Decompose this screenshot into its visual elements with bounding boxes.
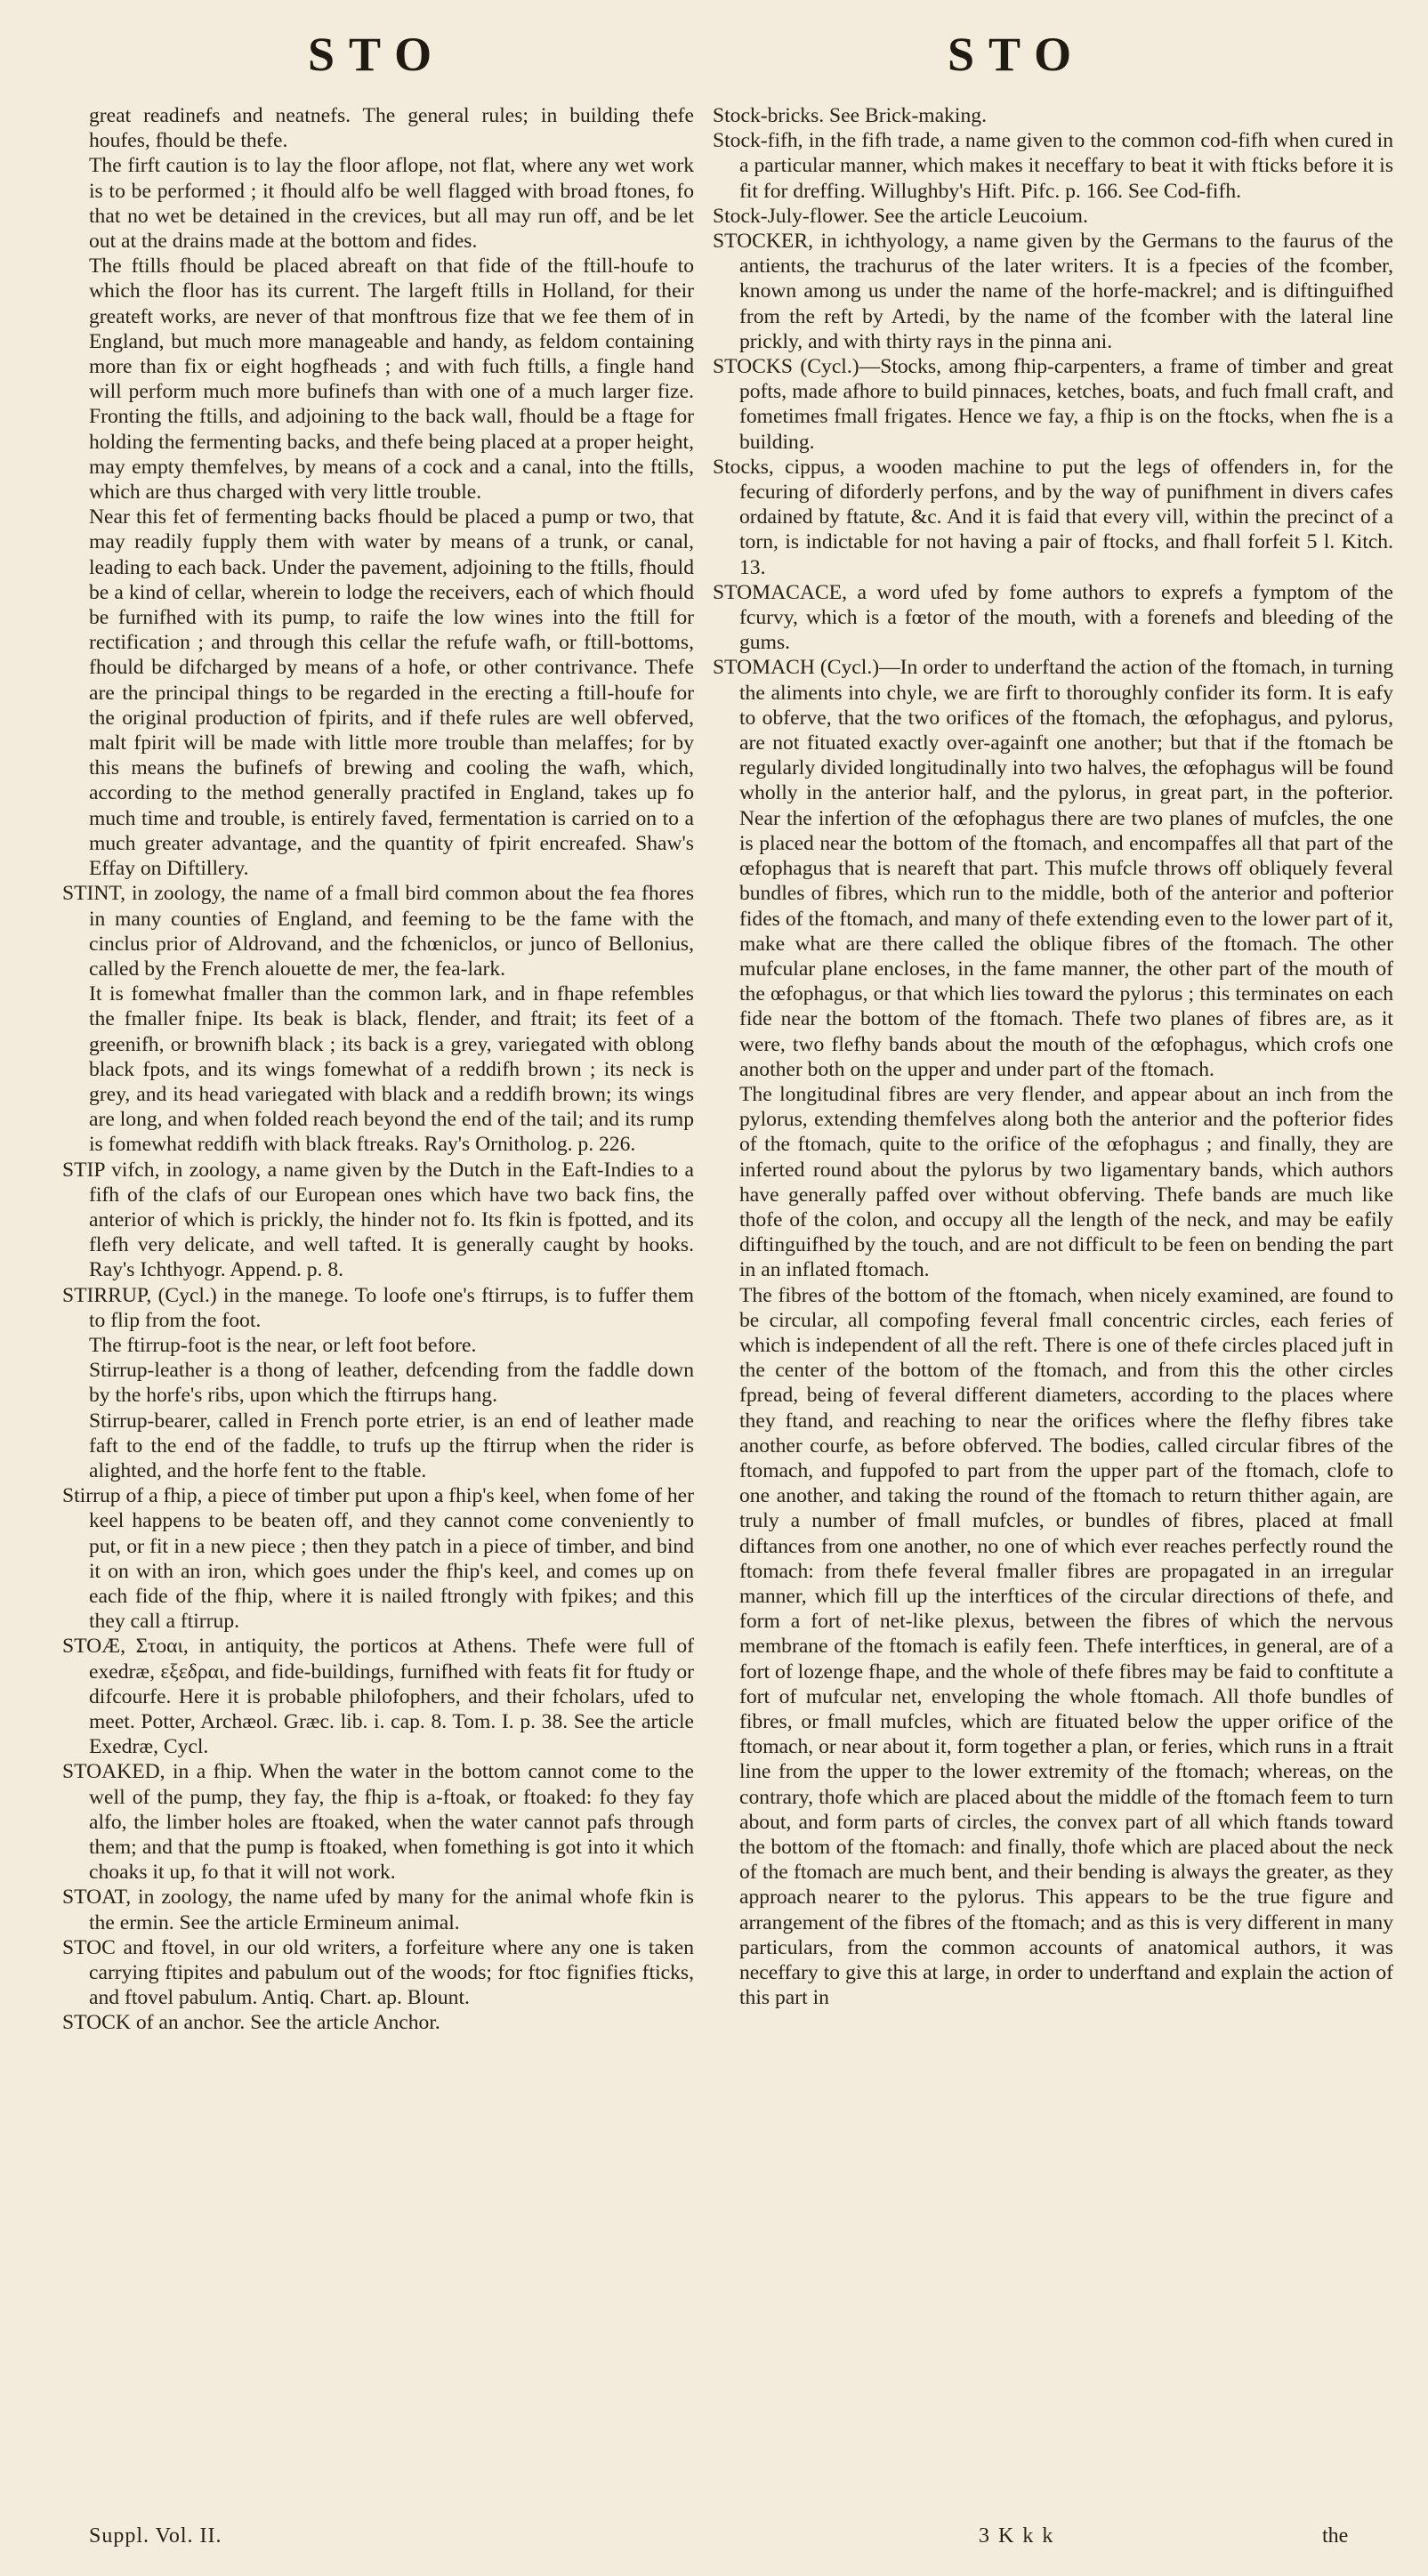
entry-paragraph: The firft caution is to lay the floor aflope, not flat, where any wet work is to be performed ; it fhould alfo be well flagged with broad ftones, fo that no wet be detained in the crevices, but all may run off, and be let out at the drains made at the bottom and fides.	[89, 154, 694, 254]
entry-paragraph: The ftills fhould be placed abreaft on that fide of the ftill-houfe to which the floor has its current. The largeft ftills in Holland, for their greateft works, are never of that monftrous fize that we fee them of in England, but much more manageable and handy, as feldom containing more than fix or eight hogfheads ; and with fuch ftills, a fingle hand will perform much more bufinefs than with one of a much larger fize. Fronting the ftills, and adjoining to the back wall, fhould be a ftage for holding the fermenting backs, and thefe being placed at a proper height, may empty themfelves, by means of a cock and a canal, into the ftills, which are thus charged with very little trouble.	[89, 254, 694, 505]
entry-stock-of-an-anchor: STOCK of an anchor. See the article Anchor.	[62, 2011, 440, 2035]
right-column	[713, 103, 1393, 2010]
entry-stock-july-flower: Stock-July-flower. See the article Leucoium.	[713, 204, 1088, 228]
entry-stirrup-of-a-ship: Stirrup of a fhip, a piece of timber put upon a fhip's keel, when fome of her keel happens to be beaten off, and they cannot come conveniently to put, or fit in a new piece ; then they patch in a piece of timber, and bind it on with an iron, which goes under the fhip's keel, and comes up on each fide of the fhip, where it is nailed ftrongly with fpikes; and this they call a ftirrup.	[62, 1484, 694, 1634]
entry-paragraph: The ftirrup-foot is the near, or left foot before.	[89, 1333, 477, 1357]
entry-stip-visch: STIP vifch, in zoology, a name given by the Dutch in the Eaft-Indies to a fifh of the clafs of our European ones which have two back fins, the anterior of which is prickly, the hinder not fo. Its fkin is fpotted, and its flefh very delicate, and well tafted. It is generally caught by hooks. Ray's Ichthyogr. Append. p. 8.	[62, 1158, 694, 1282]
entry-paragraph: Stirrup-bearer, called in French porte etrier, is an end of leather made faft to the end of the faddle, to trufs up the ftirrup when the rider is alighted, and the horfe fent to the ftable.	[89, 1409, 694, 1482]
running-head-right: STO	[948, 28, 1086, 81]
entry-stocker: STOCKER, in ichthyology, a name given by the Germans to the faurus of the antients, the trachurus of the later writers. It is a fpecies of the fcomber, known among us under the name of the horfe-mackrel; and is diftinguifhed from the reft by Artedi, by the name of the fcomber with the lateral line prickly, and with thirty rays in the pinna ani.	[713, 230, 1393, 353]
entry-paragraph: Stirrup-leather is a thong of leather, defcending from the faddle down by the horfe's ribs, upon which the ftirrups hang.	[89, 1359, 694, 1408]
entry-paragraph: The fibres of the bottom of the ftomach, when nicely examined, are found to be circular, all compofing feveral fmall concentric circles, each feries of which is independent of all the reft. There is one of thefe circles placed juft in the center of the bottom of the ftomach, and from this the other circles fpread, being of feveral different diameters, according to the places where they ftand, and reaching to near the orifices where the flefhy fibres take another courfe, as before obferved. The bodies, called circular fibres of the ftomach, and fuppofed to part from the upper part of the ftomach, clofe to one another, and taking the round of the ftomach to return thither again, are truly a number of fmall mufcles, or bundles of fibres, placed at fmall diftances from one another, no one of which ever reaches perfectly round the ftomach: from thefe feveral fmaller fibres are propagated in an irregular manner, which fill up the interftices of the circular directions of thefe, and form a fort of net-like plexus, between the fibres of which the nervous membrane of the ftomach is eafily feen. Thefe interftices, in general, are of a fort of lozenge fhape, and the whole of thefe fibres may be faid to conftitute a fort of mufcular net, enveloping the whole ftomach. All thofe bundles of fibres, or fmall mufcles, which are fituated below the upper orifice of the ftomach, or near about it, form together a plan, or feries, which runs in a ftrait line from the upper to the lower extremity of the ftomach; whereas, on the contrary, thofe which are placed about the middle of the ftomach feem to turn about, and form parts of circles, the convex part of all which ftands toward the bottom of the ftomach: and finally, thofe which are placed about the neck of the ftomach are much bent, and their bending is always the greater, as they approach nearer to the pylorus. This appears to be the true figure and arrangement of the fibres of the ftomach; and as this is very different in many particulars, from the common accounts of anatomical authors, it was neceffary to give this at large, in order to underftand and explain the action of this part in	[739, 1283, 1393, 2010]
entry-stoc-and-stovel: STOC and ftovel, in our old writers, a forfeiture where any one is taken carrying ftipites and pabulum out of the woods; for ftoc fignifies fticks, and ftovel pabulum. Antiq. Chart. ap. Blount.	[62, 1935, 694, 2010]
entry-stomach: STOMACH (Cycl.)—In order to underftand the action of the ftomach, in turning the aliments into chyle, we are firft to thoroughly confider its form. It is eafy to obferve, that the two orifices of the ftomach, the œfophagus, and pylorus, are not fituated exactly over-againft one another; but that if the ftomach be regularly divided longitudinally into two halves, the œfophagus will be found wholly in the anterior half, and the pylorus, in great part, in the pofterior. Near the infertion of the œfophagus there are two planes of mufcles, the one is placed near the bottom of the ftomach, and encompaffes all that part of the œfophagus that is neareft that part. This mufcle throws off obliquely feveral bundles of fibres, which run to the middle, both of the anterior and pofterior fides of the ftomach, and many of thefe extending even to the lower part of it, make what are there called the oblique fibres of the ftomach. The other mufcular plane encloses, in the fame manner, the other part of the mouth of the œfophagus, or that which lies toward the pylorus ; this terminates on each fide near the bottom of the ftomach. Thefe two planes of fibres are, as it were, two flefhy bands about the mouth of the œfophagus, which crofs one another both on the upper and under part of the ftomach.	[713, 656, 1393, 1081]
running-head-left: STO	[308, 28, 447, 81]
entry-stock-fish: Stock-fifh, in the fifh trade, a name given to the common cod-fifh when cured in a particular manner, which makes it neceffary to beat it with fticks before it is fit for dreffing. Willughby's Hift. Pifc. p. 166. See Cod-fifh.	[713, 129, 1393, 203]
entry-stocks-cycl: STOCKS (Cycl.)—Stocks, among fhip-carpenters, a frame of timber and great pofts, made afhore to build pinnaces, ketches, boats, and fuch fmall craft, and fometimes fmall frigates. Hence we fay, a fhip is on the ftocks, when fhe is a building.	[713, 355, 1393, 454]
entry-stomacace: STOMACACE, a word ufed by fome authors to exprefs a fymptom of the fcurvy, which is a fœtor of the mouth, with a forenefs and bleeding of the gums.	[713, 580, 1393, 655]
sheet-mark: 3 K k k	[979, 2524, 1055, 2548]
entry-stock-bricks: Stock-bricks. See Brick-making.	[713, 104, 987, 127]
entry-stocks-cippus: Stocks, cippus, a wooden machine to put the legs of offenders in, for the fecuring of diforderly perfons, and by the way of punifhment in divers cafes ordained by ftatute, &c. And it is faid that every vill, within the precinct of a torn, is indictable for not having a pair of ftocks, and fhall forfeit 5 l. Kitch. 13.	[713, 455, 1393, 579]
entry-paragraph: Near this fet of fermenting backs fhould be placed a pump or two, that may readily fupply them with water by means of a trunk, or canal, leading to each back. Under the pavement, adjoining to the ftills, fhould be a kind of cellar, wherein to lodge the receivers, each of which fhould be furnifhed with its pump, to raife the low wines into the ftill for rectification ; and through this cellar the refufe wafh, or ftill-bottoms, fhould be difcharged by means of a hofe, or other contrivance. Thefe are the principal things to be regarded in the erecting a ftill-houfe for the original production of fpirits, and if thefe rules are well obferved, malt fpirit will be made with little more trouble than melaffes; for by this means the bufinefs of brewing and cooling the wafh, which, according to the method generally practifed in England, takes up fo much time and trouble, is entirely faved, fermentation is carried on to a much greater advantage, and the quantity of fpirit encreafed. Shaw's Effay on Diftillery.	[89, 505, 694, 881]
catchword: the	[1322, 2524, 1349, 2548]
entry-paragraph: It is fomewhat fmaller than the common lark, and in fhape refembles the fmaller fnipe. Its beak is black, flender, and ftrait; its feet of a greenifh, or brownifh black ; its back is a grey, variegated with oblong black fpots, and its wings fomewhat of a reddifh brown ; its neck is grey, and its head variegated with black and a reddifh brown; its wings are long, and when folded reach beyond the end of the tail; and its rump is fomewhat reddifh with black ftreaks. Ray's Ornitholog. p. 226.	[89, 982, 694, 1157]
entry-stoat: STOAT, in zoology, the name ufed by many for the animal whofe fkin is the ermin. See the article Ermineum animal.	[62, 1886, 694, 1934]
entry-stoaked: STOAKED, in a fhip. When the water in the bottom cannot come to the well of the pump, they fay, the fhip is a-ftoak, or ftoaked: fo they fay alfo, the limber holes are ftoaked, when the water cannot pafs through them; and that the pump is ftoaked, when fomething is got into it which choaks it up, fo that it will not work.	[62, 1760, 694, 1885]
entry-paragraph: The longitudinal fibres are very flender, and appear about an inch from the pylorus, extending themfelves along both the anterior and the pofterior fides of the ftomach, quite to the orifice of the œfophagus ; and finally, they are inferted round about the pylorus by two ligamentary bands, which authors have generally paffed over without obferving. Thefe bands are much like thofe of the colon, and occupy all the length of the neck, and may be eafily diftinguifhed by the touch, and are not difficult to be feen on bending the part in an inflated ftomach.	[739, 1082, 1393, 1282]
left-column	[62, 103, 694, 2036]
entry-paragraph: great readinefs and neatnefs. The general rules; in building thefe houfes, fhould be thefe.	[89, 104, 694, 153]
entry-stirrup: STIRRUP, (Cycl.) in the manege. To loofe one's ftirrups, is to fuffer them to flip from the foot.	[62, 1283, 694, 1332]
signature-mark: Suppl. Vol. II.	[89, 2524, 222, 2548]
entry-stint: STINT, in zoology, the name of a fmall bird common about the fea fhores in many counties of England, and feeming to be the fame with the cinclus prior of Aldrovand, and the fchœniclos, or junco of Bellonius, called by the French alouette de mer, the fea-lark.	[62, 882, 694, 981]
entry-stoae: STOÆ, Στοαι, in antiquity, the porticos at Athens. Thefe were full of exedræ, εξεδραι, and fide-buildings, furnifhed with feats fit for ftudy or difcourfe. Here it is probable philofophers, and their fcholars, ufed to meet. Potter, Archæol. Græc. lib. i. cap. 8. Tom. I. p. 38. See the article Exedræ, Cycl.	[62, 1635, 694, 1759]
